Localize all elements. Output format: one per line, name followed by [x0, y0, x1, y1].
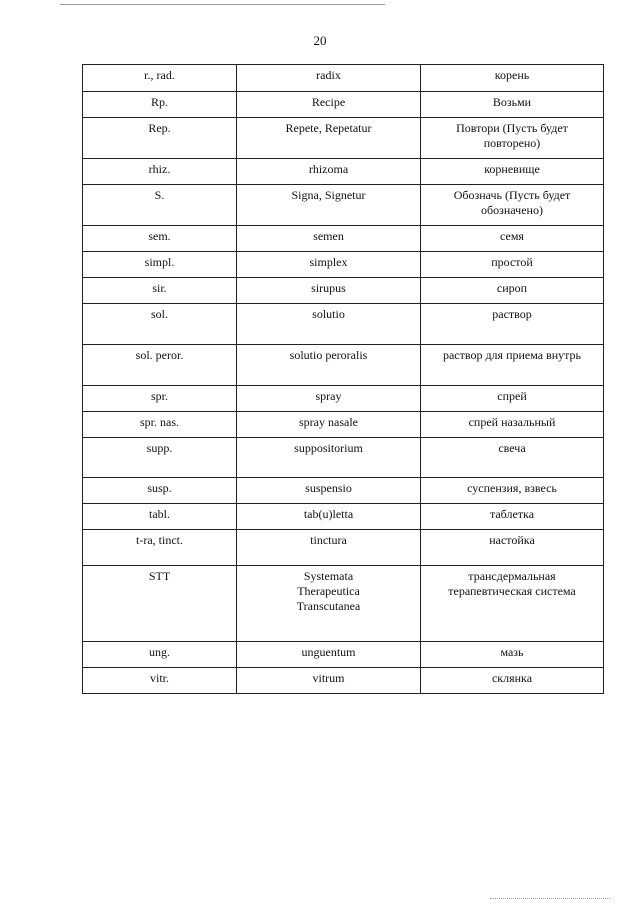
abbreviation-cell: spr. nas.: [83, 412, 237, 438]
abbreviation-cell: Rep.: [83, 118, 237, 159]
abbreviation-cell: sol.: [83, 304, 237, 345]
table-row: [83, 478, 604, 504]
latin-term-cell: vitrum: [237, 668, 421, 694]
latin-term-cell: simplex: [237, 252, 421, 278]
translation-cell: Обозначь (Пусть будет обозначено): [421, 185, 604, 226]
abbreviation-cell: r., rad.: [83, 65, 237, 92]
latin-term-cell: unguentum: [237, 642, 421, 668]
abbreviation-cell: ung.: [83, 642, 237, 668]
translation-cell: простой: [421, 252, 604, 278]
table-row: [83, 530, 604, 566]
table-row: [83, 412, 604, 438]
table-row: [83, 159, 604, 185]
latin-term-cell: suspensio: [237, 478, 421, 504]
table-row: [83, 504, 604, 530]
translation-cell: настойка: [421, 530, 604, 566]
translation-cell: сироп: [421, 278, 604, 304]
latin-term-cell: semen: [237, 226, 421, 252]
translation-cell: таблетка: [421, 504, 604, 530]
table-row: [83, 65, 604, 92]
translation-cell: свеча: [421, 438, 604, 478]
latin-term-cell: radix: [237, 65, 421, 92]
bottom-edge-dots: [490, 898, 610, 899]
table-row: [83, 668, 604, 694]
abbreviation-cell: sol. peror.: [83, 345, 237, 386]
translation-cell: Возьми: [421, 92, 604, 118]
latin-term-cell: solutio peroralis: [237, 345, 421, 386]
abbreviations-table: [82, 64, 604, 694]
translation-cell: склянка: [421, 668, 604, 694]
latin-term-cell: spray: [237, 386, 421, 412]
translation-cell: корневище: [421, 159, 604, 185]
table-row: [83, 345, 604, 386]
abbreviation-cell: S.: [83, 185, 237, 226]
translation-cell: спрей: [421, 386, 604, 412]
latin-term-cell: tab(u)letta: [237, 504, 421, 530]
table-row: [83, 252, 604, 278]
translation-cell: раствор для приема внутрь: [421, 345, 604, 386]
latin-term-cell: tinctura: [237, 530, 421, 566]
abbreviation-cell: sir.: [83, 278, 237, 304]
top-edge-line: [60, 4, 385, 5]
abbreviation-cell: spr.: [83, 386, 237, 412]
latin-term-cell: solutio: [237, 304, 421, 345]
table-row: [83, 386, 604, 412]
translation-cell: мазь: [421, 642, 604, 668]
latin-term-cell: Repete, Repetatur: [237, 118, 421, 159]
table-row: [83, 566, 604, 642]
abbreviation-cell: vitr.: [83, 668, 237, 694]
translation-cell: трансдермальная терапевтическая система: [421, 566, 604, 642]
latin-term-cell: rhizoma: [237, 159, 421, 185]
abbreviation-cell: t-ra, tinct.: [83, 530, 237, 566]
latin-term-cell: Signa, Signetur: [237, 185, 421, 226]
latin-term-cell: Recipe: [237, 92, 421, 118]
translation-cell: корень: [421, 65, 604, 92]
abbreviation-cell: Rp.: [83, 92, 237, 118]
abbreviation-cell: sem.: [83, 226, 237, 252]
latin-term-cell: sirupus: [237, 278, 421, 304]
latin-term-cell: suppositorium: [237, 438, 421, 478]
latin-term-cell: spray nasale: [237, 412, 421, 438]
table-row: [83, 92, 604, 118]
table-row: [83, 118, 604, 159]
abbreviation-cell: tabl.: [83, 504, 237, 530]
table-body: [83, 65, 604, 694]
page-number: 20: [313, 33, 327, 48]
table-row: [83, 304, 604, 345]
translation-cell: суспензия, взвесь: [421, 478, 604, 504]
latin-term-cell: Systemata Therapeutica Transcutanea: [237, 566, 421, 642]
translation-cell: спрей назальный: [421, 412, 604, 438]
abbreviation-cell: STT: [83, 566, 237, 642]
abbreviation-cell: simpl.: [83, 252, 237, 278]
abbreviation-cell: supp.: [83, 438, 237, 478]
table-row: [83, 642, 604, 668]
translation-cell: раствор: [421, 304, 604, 345]
table-row: [83, 278, 604, 304]
table-row: [83, 185, 604, 226]
translation-cell: Повтори (Пусть будет повторено): [421, 118, 604, 159]
translation-cell: семя: [421, 226, 604, 252]
abbreviation-cell: rhiz.: [83, 159, 237, 185]
table-row: [83, 226, 604, 252]
abbreviation-cell: susp.: [83, 478, 237, 504]
table-row: [83, 438, 604, 478]
